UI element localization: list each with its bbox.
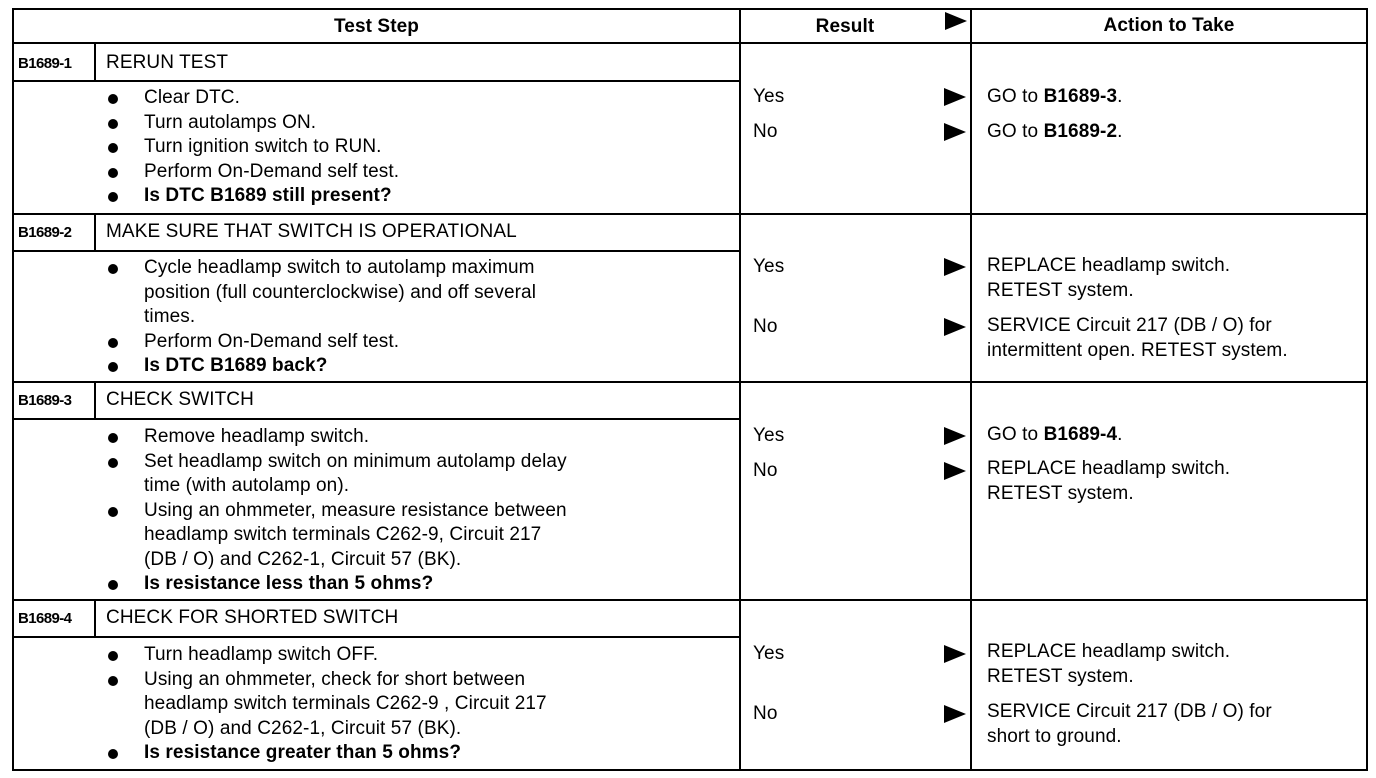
table-border-right bbox=[1366, 8, 1368, 771]
step-id-divider bbox=[94, 599, 96, 636]
bullet-icon bbox=[108, 338, 118, 348]
table-border-top bbox=[12, 8, 1368, 10]
header-test-step: Test Step bbox=[333, 16, 419, 37]
column-divider-result bbox=[739, 8, 741, 771]
step-instruction: Cycle headlamp switch to autolamp maximum bbox=[144, 257, 535, 278]
action-prefix: GO to bbox=[987, 86, 1044, 107]
result-arrow-icon bbox=[944, 427, 966, 445]
result-label: Yes bbox=[753, 256, 785, 277]
bullet-icon bbox=[108, 264, 118, 274]
bullet-icon bbox=[108, 580, 118, 590]
step-instruction: Using an ohmmeter, check for short between bbox=[144, 669, 526, 690]
column-divider-action bbox=[970, 8, 972, 771]
bullet-icon bbox=[108, 676, 118, 686]
step-instruction: Clear DTC. bbox=[144, 87, 241, 108]
step-id: B1689-2 bbox=[18, 224, 72, 241]
result-arrow-icon bbox=[944, 258, 966, 276]
table-border-bottom bbox=[12, 769, 1368, 771]
result-label: Yes bbox=[753, 643, 785, 664]
bullet-icon bbox=[108, 119, 118, 129]
step-title-underline bbox=[12, 636, 741, 638]
result-arrow-icon bbox=[944, 645, 966, 663]
bullet-icon bbox=[108, 651, 118, 661]
step-id-divider bbox=[94, 213, 96, 250]
header-arrow-icon bbox=[945, 12, 967, 30]
step-id: B1689-4 bbox=[18, 610, 72, 627]
step-instruction: times. bbox=[144, 306, 196, 327]
action-text: RETEST system. bbox=[987, 483, 1134, 504]
header-action: Action to Take bbox=[1103, 15, 1235, 36]
action-text: intermittent open. RETEST system. bbox=[987, 340, 1288, 361]
step-title: MAKE SURE THAT SWITCH IS OPERATIONAL bbox=[106, 221, 517, 242]
step-instruction: Turn headlamp switch OFF. bbox=[144, 644, 379, 665]
step-instruction: Using an ohmmeter, measure resistance between bbox=[144, 500, 567, 521]
step-instruction: headlamp switch terminals C262-9, Circuit 217 bbox=[144, 524, 542, 545]
row-divider bbox=[12, 213, 1368, 215]
action-prefix: GO to bbox=[987, 424, 1044, 445]
result-label: Yes bbox=[753, 425, 785, 446]
bullet-icon bbox=[108, 458, 118, 468]
bullet-icon bbox=[108, 433, 118, 443]
bullet-icon bbox=[108, 749, 118, 759]
action-step-ref: B1689-3 bbox=[1043, 86, 1118, 107]
action-text: RETEST system. bbox=[987, 666, 1134, 687]
step-id-divider bbox=[94, 44, 96, 80]
action-text: SERVICE Circuit 217 (DB / O) for bbox=[987, 315, 1272, 336]
step-title-underline bbox=[12, 250, 741, 252]
step-instruction: Remove headlamp switch. bbox=[144, 426, 370, 447]
action-prefix: GO to bbox=[987, 121, 1044, 142]
result-label: No bbox=[753, 460, 778, 481]
step-instruction: Perform On-Demand self test. bbox=[144, 161, 400, 182]
result-arrow-icon bbox=[944, 88, 966, 106]
result-arrow-icon bbox=[944, 318, 966, 336]
step-title: CHECK FOR SHORTED SWITCH bbox=[106, 607, 399, 628]
result-label: No bbox=[753, 316, 778, 337]
result-arrow-icon bbox=[944, 705, 966, 723]
step-question: Is resistance less than 5 ohms? bbox=[144, 573, 434, 594]
table-border-left bbox=[12, 8, 14, 771]
step-instruction: Turn autolamps ON. bbox=[144, 112, 317, 133]
step-instruction: (DB / O) and C262-1, Circuit 57 (BK). bbox=[144, 549, 462, 570]
result-label: Yes bbox=[753, 86, 785, 107]
step-title-underline bbox=[12, 80, 741, 82]
step-instruction: time (with autolamp on). bbox=[144, 475, 350, 496]
bullet-icon bbox=[108, 168, 118, 178]
row-divider bbox=[12, 381, 1368, 383]
step-instruction: Set headlamp switch on minimum autolamp delay bbox=[144, 451, 567, 472]
header-divider bbox=[12, 42, 1368, 44]
action-text: REPLACE headlamp switch. bbox=[987, 458, 1231, 479]
bullet-icon bbox=[108, 94, 118, 104]
step-instruction: Perform On-Demand self test. bbox=[144, 331, 400, 352]
header-result: Result bbox=[815, 16, 875, 37]
action-suffix: . bbox=[1117, 86, 1123, 107]
action-text: SERVICE Circuit 217 (DB / O) for bbox=[987, 701, 1272, 722]
action-step-ref: B1689-4 bbox=[1043, 424, 1118, 445]
step-instruction: Turn ignition switch to RUN. bbox=[144, 136, 382, 157]
bullet-icon bbox=[108, 362, 118, 372]
action-text bbox=[987, 85, 1123, 109]
result-label: No bbox=[753, 121, 778, 142]
step-question: Is resistance greater than 5 ohms? bbox=[144, 742, 462, 763]
result-label: No bbox=[753, 703, 778, 724]
step-instruction: (DB / O) and C262-1, Circuit 57 (BK). bbox=[144, 718, 462, 739]
step-title-underline bbox=[12, 418, 741, 420]
row-divider bbox=[12, 599, 1368, 601]
step-question: Is DTC B1689 still present? bbox=[144, 185, 392, 206]
step-title: RERUN TEST bbox=[106, 52, 229, 73]
action-text: short to ground. bbox=[987, 726, 1122, 747]
action-suffix: . bbox=[1117, 424, 1123, 445]
step-title: CHECK SWITCH bbox=[106, 389, 254, 410]
step-id: B1689-1 bbox=[18, 55, 72, 72]
action-text bbox=[987, 120, 1123, 144]
action-text: REPLACE headlamp switch. bbox=[987, 255, 1231, 276]
action-suffix: . bbox=[1117, 121, 1123, 142]
action-text bbox=[987, 423, 1123, 447]
action-text: REPLACE headlamp switch. bbox=[987, 641, 1231, 662]
bullet-icon bbox=[108, 507, 118, 517]
step-question: Is DTC B1689 back? bbox=[144, 355, 328, 376]
result-arrow-icon bbox=[944, 462, 966, 480]
bullet-icon bbox=[108, 192, 118, 202]
step-id-divider bbox=[94, 381, 96, 418]
step-id: B1689-3 bbox=[18, 392, 72, 409]
action-step-ref: B1689-2 bbox=[1043, 121, 1118, 142]
action-text: RETEST system. bbox=[987, 280, 1134, 301]
step-instruction: headlamp switch terminals C262-9 , Circuit 217 bbox=[144, 693, 547, 714]
result-arrow-icon bbox=[944, 123, 966, 141]
bullet-icon bbox=[108, 143, 118, 153]
step-instruction: position (full counterclockwise) and off several bbox=[144, 282, 537, 303]
